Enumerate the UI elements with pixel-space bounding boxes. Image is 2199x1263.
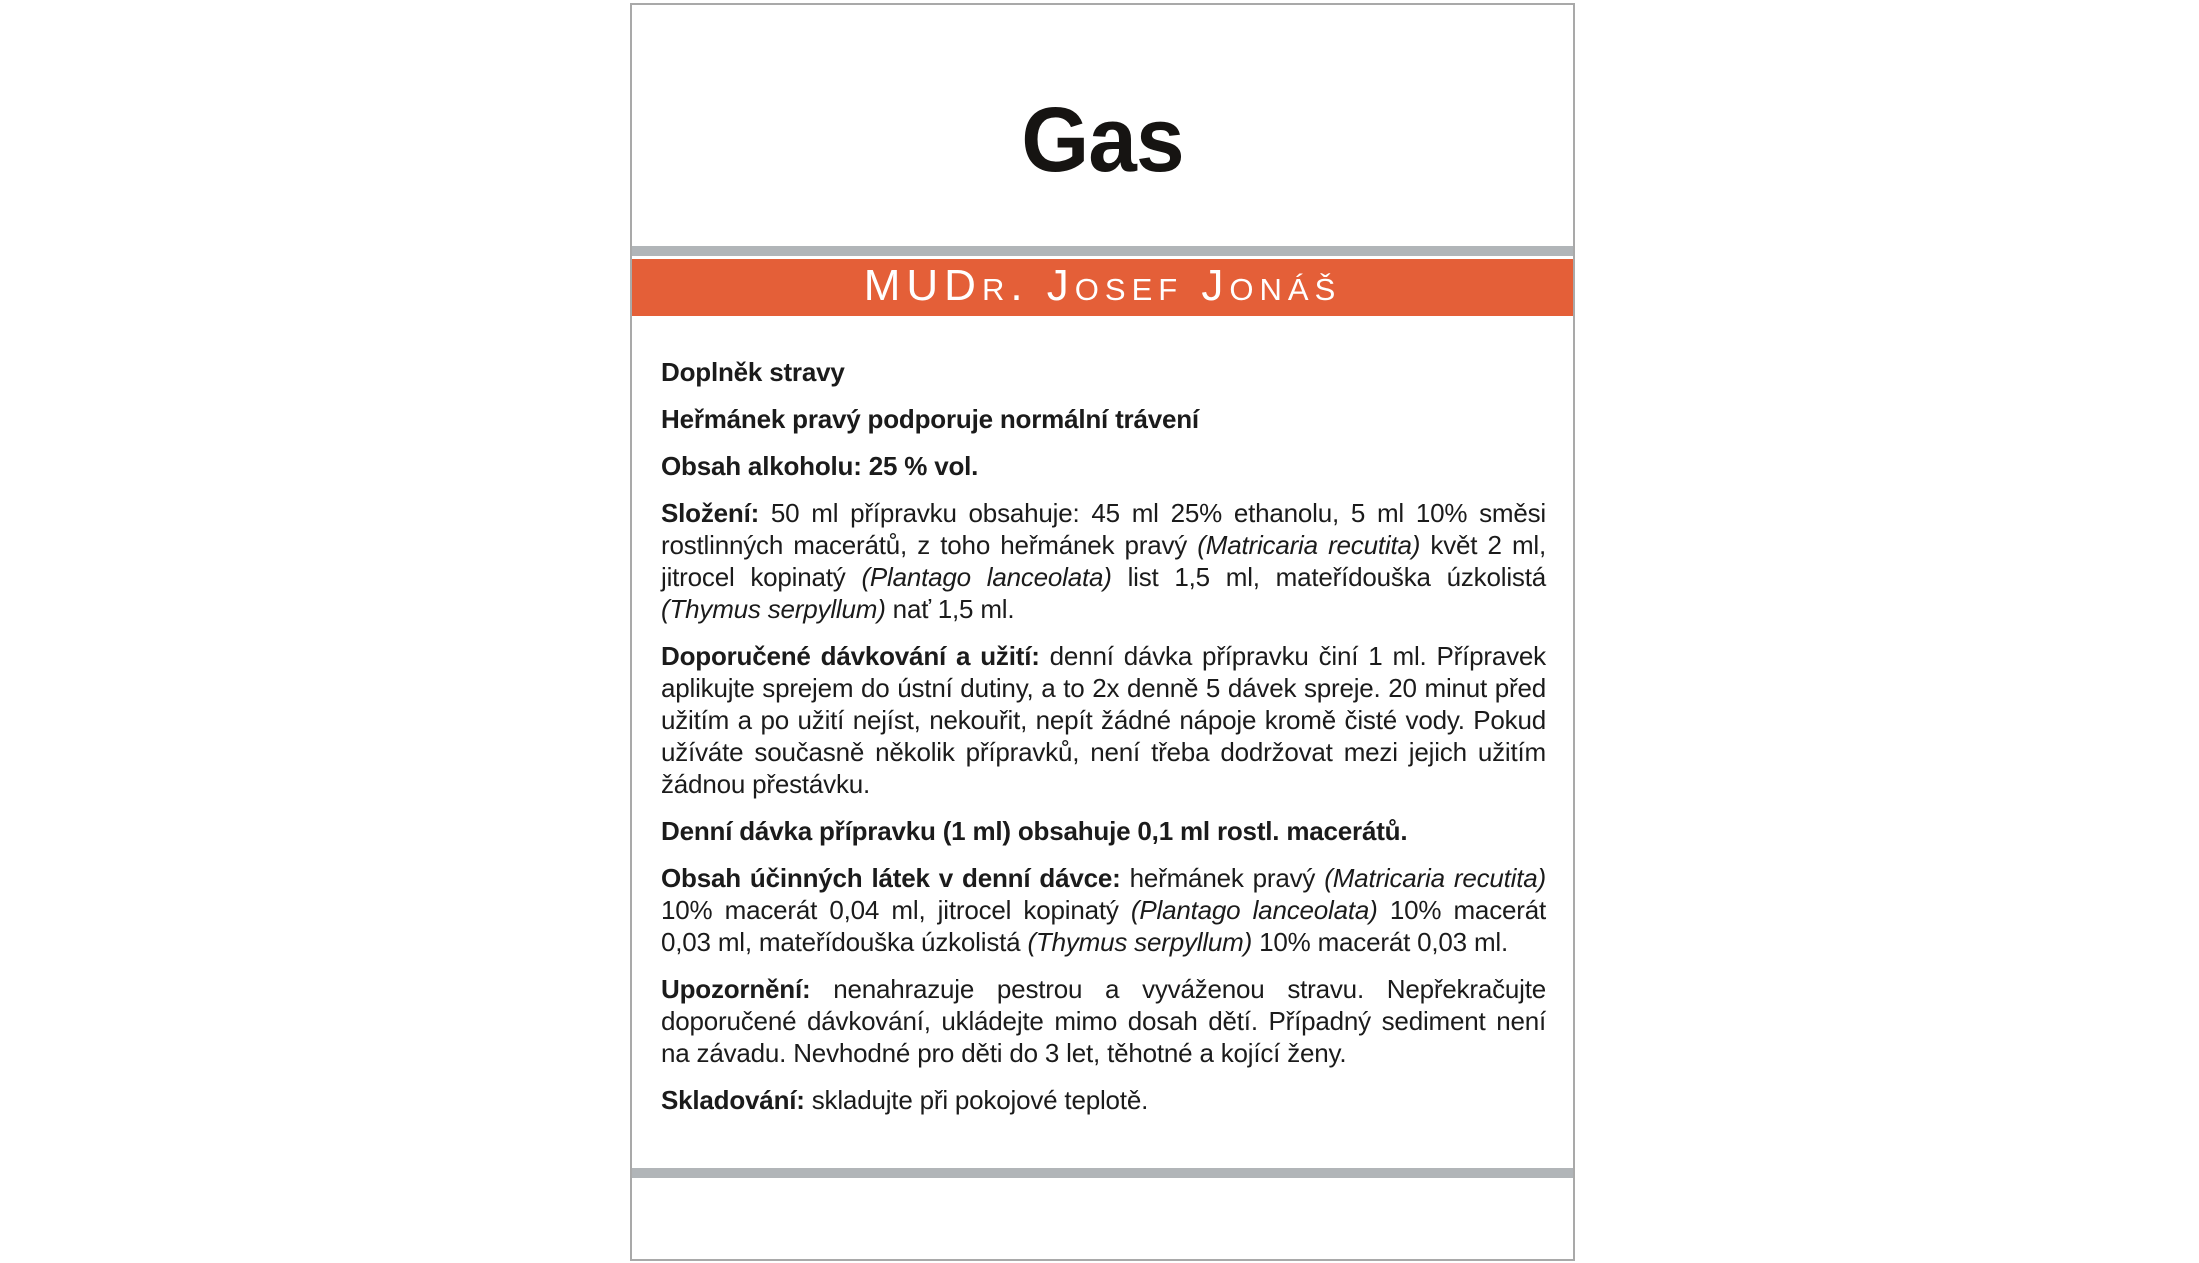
paragraph [661,1084,1546,1116]
product-label-card [630,3,1575,1261]
paragraph-text: list 1,5 ml, mateřídouška úzkolistá [1111,562,1546,592]
paragraph-lead-bold: Složení: [661,498,760,528]
paragraph [661,973,1546,1069]
footer-blank-area [632,1178,1573,1259]
paragraph-text: heřmánek pravý [1120,863,1325,893]
latin-name-italic: (Matricaria recutita) [1324,863,1546,893]
paragraph-text: nať 1,5 ml. [885,594,1015,624]
paragraph-text: 10% macerát 0,04 ml, jitrocel kopinatý [661,895,1131,925]
latin-name-italic: (Plantago lanceolata) [1130,895,1378,925]
paragraph [661,862,1546,958]
brand-banner [632,259,1573,316]
latin-name-italic: (Thymus serpyllum) [1027,927,1253,957]
paragraph-lead-bold: Skladování: [661,1085,805,1115]
paragraph-lead-bold: Heřmánek pravý podporuje normální trávení [661,404,1199,434]
paragraph-text: 10% macerát 0,03 ml, mateřídouška úzkolistá [661,895,1546,957]
title-section [632,5,1573,246]
paragraph-text: skladujte při pokojové teplotě. [804,1085,1149,1115]
paragraph-text: 10% macerát 0,03 ml. [1252,927,1509,957]
divider-bar-top [632,246,1573,256]
product-title: Gas [1021,88,1184,191]
paragraph [661,497,1546,625]
paragraph-lead-bold: Doplněk stravy [661,357,845,387]
paragraph-text: denní dávka přípravku činí 1 ml. Přípravek aplikujte sprejem do ústní dutiny, a to 2x denně 5 dávek spreje. 20 minut před užitím a po užití nejíst, nekouřit, nepít žádné nápoje kromě čisté vody. Pokud užíváte současně několik přípravků, není třeba dodržovat mezi jejich užitím žádnou přestávku. [661,641,1546,799]
paragraph-lead-bold: Denní dávka přípravku (1 ml) obsahuje 0,1 ml rostl. macerátů. [661,816,1408,846]
label-body-text [632,316,1573,1168]
paragraph-text: nenahrazuje pestrou a vyváženou stravu. Nepřekračujte doporučené dávkování, ukládejte mimo dosah dětí. Případný sediment není na závadu. Nevhodné pro děti do 3 let, těhotné a kojící ženy. [661,974,1546,1068]
paragraph [661,356,1546,388]
paragraph-lead-bold: Upozornění: [661,974,811,1004]
paragraph [661,450,1546,482]
paragraph [661,815,1546,847]
divider-bar-bottom [632,1168,1573,1178]
paragraph-lead-bold: Obsah účinných látek v denní dávce: [661,863,1121,893]
latin-name-italic: (Thymus serpyllum) [661,594,886,624]
paragraph-text: 50 ml přípravku obsahuje: 45 ml 25% ethanolu, 5 ml 10% směsi rostlinných macerátů, z toho heřmánek pravý [661,498,1546,560]
paragraph-lead-bold: Obsah alkoholu: 25 % vol. [661,451,979,481]
latin-name-italic: (Plantago lanceolata) [861,562,1112,592]
paragraph-lead-bold: Doporučené dávkování a užití: [661,641,1040,671]
brand-banner-text: MUDr. Josef Jonáš [863,260,1342,310]
paragraph [661,640,1546,800]
paragraph [661,403,1546,435]
latin-name-italic: (Matricaria recutita) [1197,530,1421,560]
paragraph-text: květ 2 ml, jitrocel kopinatý [661,530,1547,592]
